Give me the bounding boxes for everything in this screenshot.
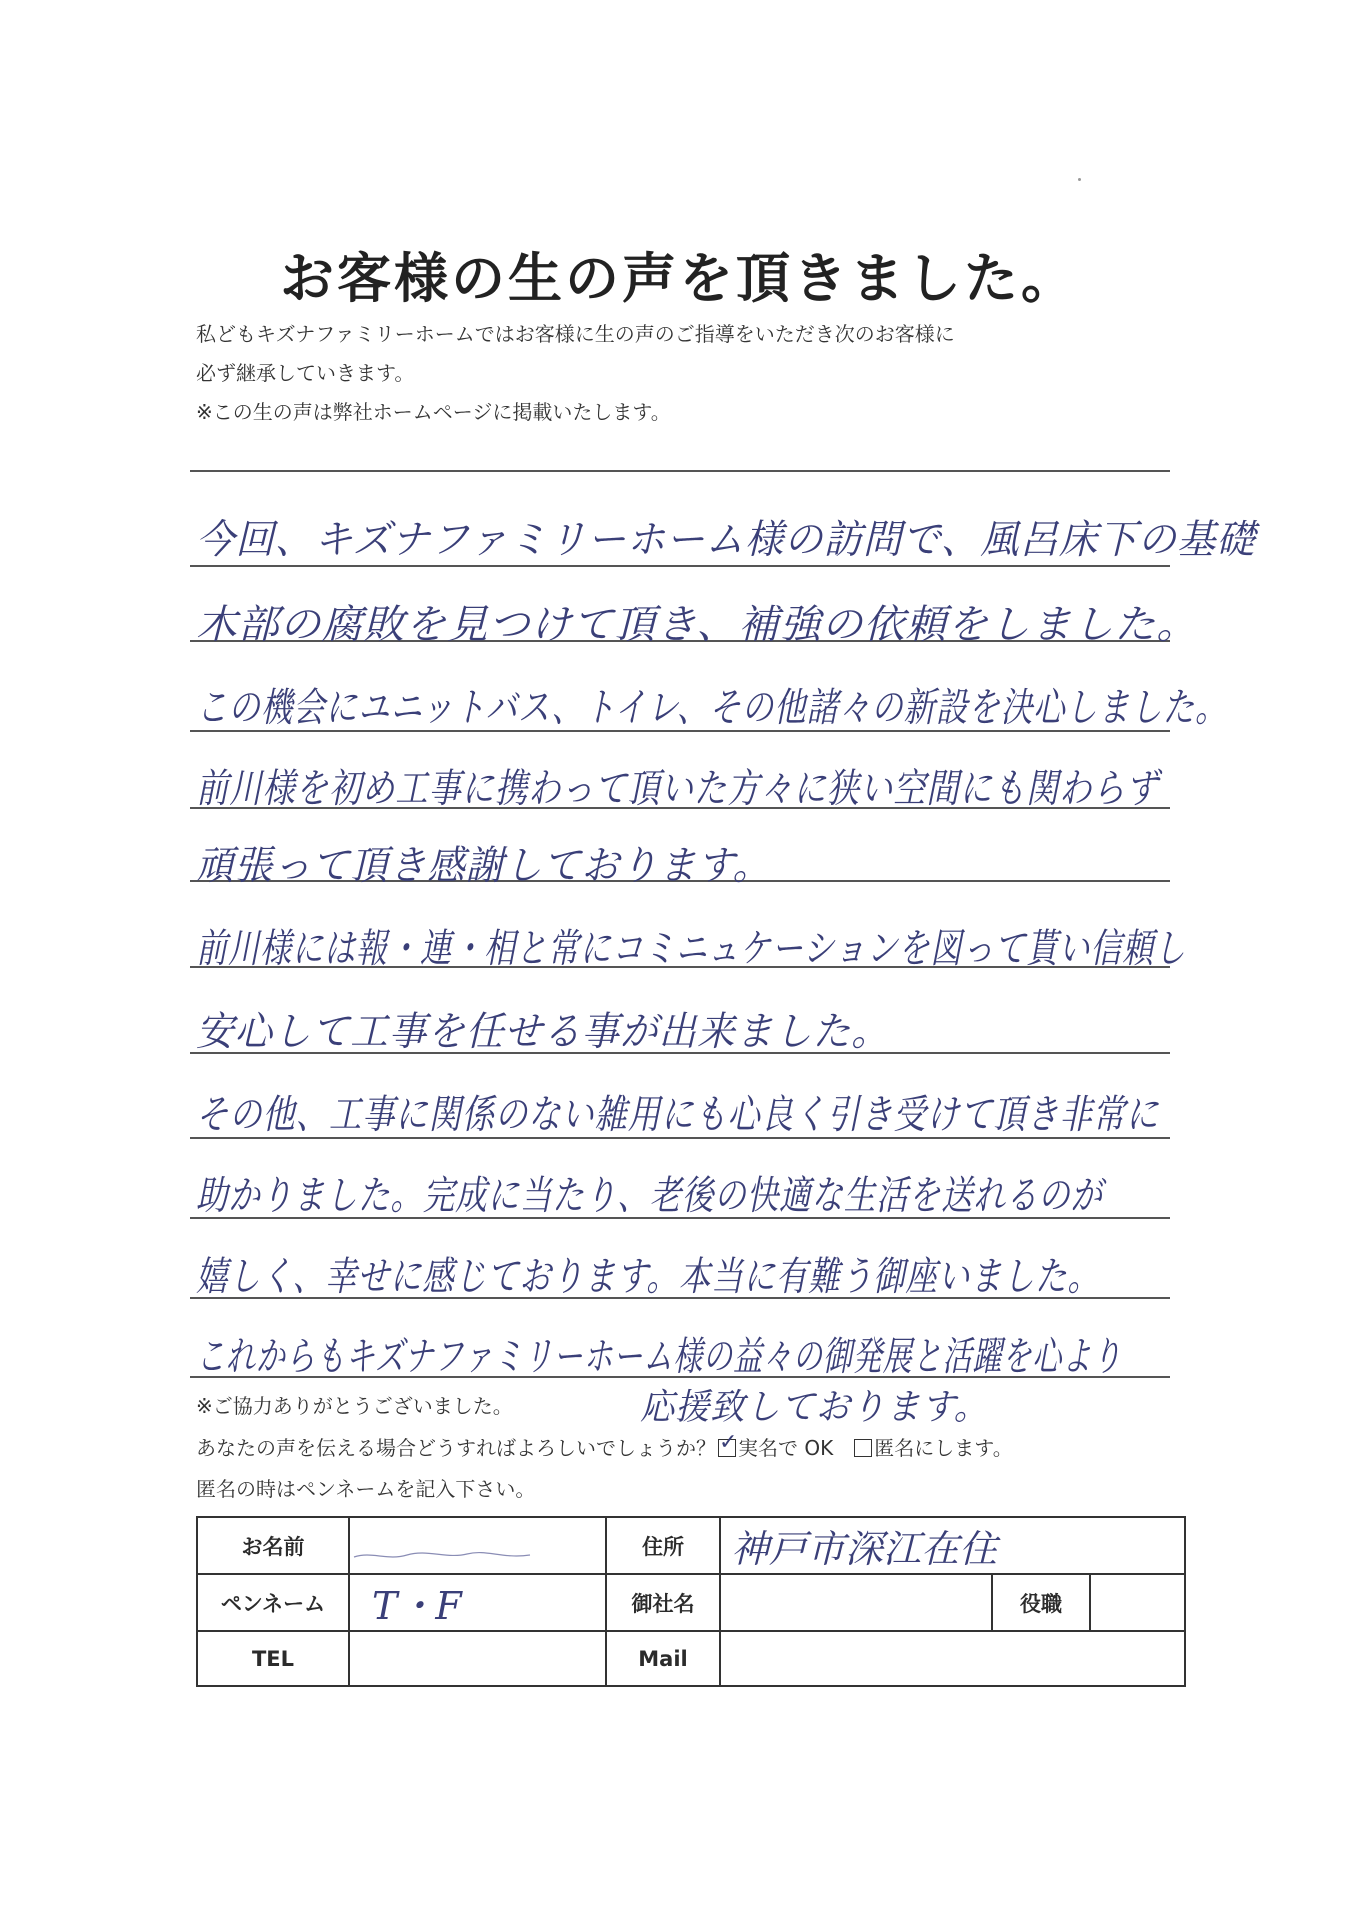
address-field[interactable]: 神戸市深江在住 — [720, 1517, 1185, 1574]
position-label: 役職 — [992, 1574, 1090, 1631]
customer-info-table — [196, 1516, 1186, 1687]
publish-question — [196, 1432, 1013, 1461]
real-name-checkbox[interactable] — [718, 1439, 736, 1457]
table-row — [197, 1517, 1185, 1574]
intro-line-1: 私どもキズナファミリーホームではお客様に生の声のご指導をいただき次のお客様に — [196, 322, 955, 346]
handwritten-line: 今回、キズナファミリーホーム様の訪問で、風呂床下の基礎 — [196, 517, 1256, 563]
handwritten-closing: 応援致しております。 — [640, 1387, 989, 1428]
table-row — [197, 1574, 1185, 1631]
handwritten-line: これからもキズナファミリーホーム様の益々の御発展と活躍を心より — [196, 1334, 1123, 1380]
pen-name-note: 匿名の時はペンネームを記入下さい。 — [196, 1477, 536, 1501]
handwritten-line: 嬉しく、幸せに感じております。本当に有難う御座いました。 — [196, 1254, 1100, 1300]
anonymous-checkbox[interactable] — [854, 1439, 872, 1457]
position-field[interactable] — [1090, 1574, 1185, 1631]
anonymous-label: 匿名にします。 — [874, 1436, 1013, 1460]
mail-label: Mail — [606, 1631, 720, 1686]
tel-label: TEL — [197, 1631, 349, 1686]
thanks-note: ※ご協力ありがとうございました。 — [196, 1394, 513, 1418]
real-name-label: 実名で OK — [738, 1436, 834, 1460]
name-label: お名前 — [197, 1517, 349, 1574]
penname-label: ペンネーム — [197, 1574, 349, 1631]
penname-field[interactable]: T・F — [349, 1574, 606, 1631]
table-row — [197, 1631, 1185, 1686]
address-label: 住所 — [606, 1517, 720, 1574]
question-text: あなたの声を伝える場合どうすればよろしいでしょうか？ — [196, 1436, 716, 1460]
company-label: 御社名 — [606, 1574, 720, 1631]
intro-line-2: 必ず継承していきます。 — [196, 361, 415, 385]
page-title: お客様の生の声を頂きました。 — [280, 247, 1078, 310]
handwritten-line: その他、工事に関係のない雑用にも心良く引き受けて頂き非常に — [196, 1092, 1160, 1138]
ruled-line — [190, 470, 1170, 472]
scan-speck — [1078, 178, 1081, 181]
intro-line-3: ※この生の声は弊社ホームページに掲載いたします。 — [196, 400, 671, 424]
handwritten-line: 頑張って頂き感謝しております。 — [196, 843, 772, 889]
handwritten-line: 安心して工事を任せる事が出来ました。 — [196, 1009, 890, 1055]
handwritten-line: 木部の腐敗を見つけて頂き、補強の依頼をしました。 — [196, 602, 1199, 648]
mail-field[interactable] — [720, 1631, 1185, 1686]
handwritten-line: 前川様には報・連・相と常にコミニュケーションを図って貰い信頼し — [196, 926, 1187, 972]
company-field[interactable] — [720, 1574, 992, 1631]
handwritten-line: この機会にユニットバス、トイレ、その他諸々の新設を決心しました。 — [196, 685, 1228, 731]
tel-field[interactable] — [349, 1631, 606, 1686]
name-field[interactable] — [349, 1517, 606, 1574]
handwritten-line: 前川様を初め工事に携わって頂いた方々に狭い空間にも関わらず — [196, 766, 1159, 812]
ruled-line — [190, 565, 1170, 567]
handwritten-line: 助かりました。完成に当たり、老後の快適な生活を送れるのが — [196, 1173, 1103, 1219]
